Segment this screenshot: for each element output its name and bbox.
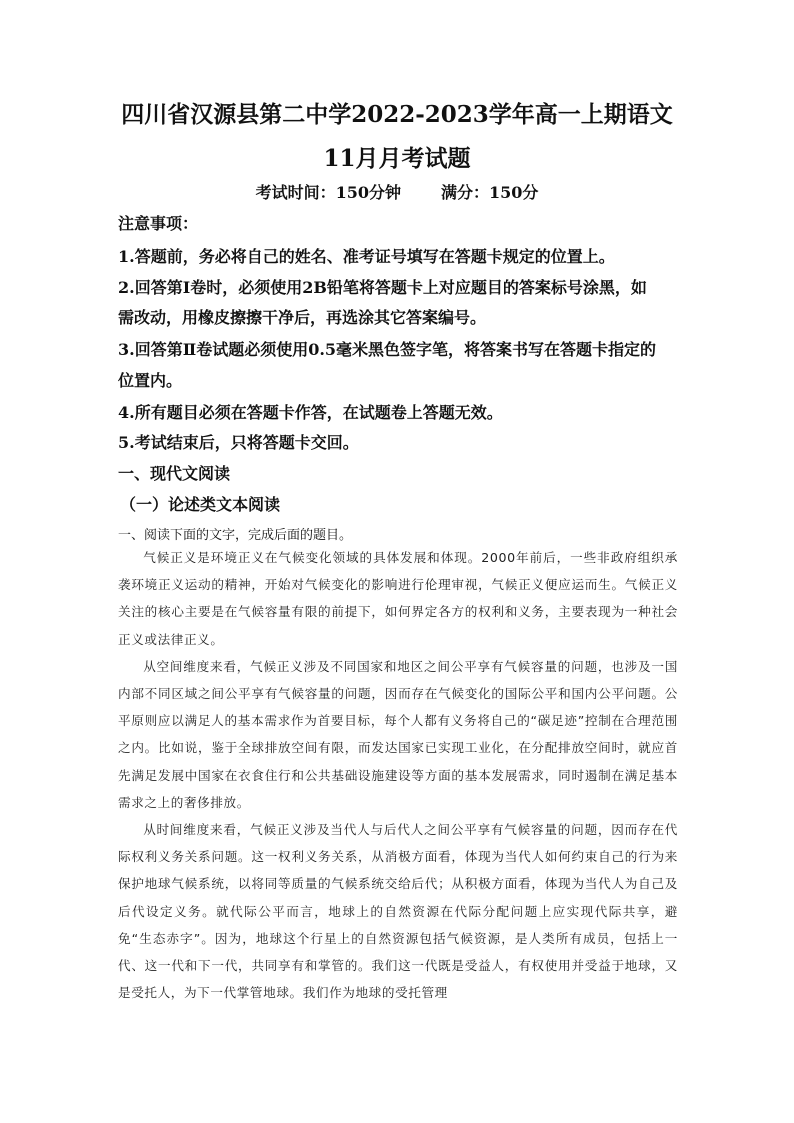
passage-paragraph: 从时间维度来看，气候正义涉及当代人与后代人之间公平享有气候容量的问题，因而存在代际权利义务关系问题。这一权利义务关系，从消极方面看，体现为当代人如何约束自己的行为来保护地球气候系统，以将同等质量的气候系统交给后代；从积极方面看，体现为当代人为自己及后代设定义务。就代际公平而言，地球上的自然资源在代际分配问题上应实现代际共享，避免“生态赤字”。因为，地球这个行星上的自然资源包括气候资源，是人类所有成员，包括上一代、这一代和下一代，共同享有和掌管的。我们这一代既是受益人，有权使用并受益于地球，又是受托人，为下一代掌管地球。我们作为地球的受托管理 <box>118 822 678 1001</box>
subsection-heading: （一）论述类文本阅读 <box>120 495 281 514</box>
passage-paragraph: 气候正义是环境正义在气候变化领域的具体发展和体现。2000年前后，一些非政府组织承袭环境正义运动的精神，开始对气候变化的影响进行伦理审视，气候正义便应运而生。气候正义关注的核心主要是在气候容量有限的前提下，如何界定各方的权利和义务，主要表现为一种社会正义或法律正义。 <box>118 550 678 647</box>
note-item-3-line-2: 位置内。 <box>118 371 183 390</box>
reading-instruction: 一、阅读下面的文字，完成后面的题目。 <box>118 528 353 543</box>
note-item-4: 4.所有题目必须在答题卡作答，在试题卷上答题无效。 <box>118 403 503 422</box>
passage <box>118 544 678 1006</box>
note-item-3-line-1: 3.回答第Ⅱ卷试题必须使用0.5毫米黑色签字笔，将答案书写在答题卡指定的 <box>118 340 657 359</box>
page-subtitle: 11月月考试题 <box>323 145 471 172</box>
notes-heading: 注意事项： <box>118 214 199 233</box>
exam-meta <box>0 180 794 203</box>
full-score: 满分：150分 <box>441 183 539 202</box>
exam-time: 考试时间：150分钟 <box>255 183 401 202</box>
note-item-5: 5.考试结束后，只将答题卡交回。 <box>118 433 359 452</box>
page-title: 四川省汉源县第二中学2022-2023学年高一上期语文 <box>121 101 673 128</box>
note-item-2-line-1: 2.回答第Ⅰ卷时，必须使用2B铅笔将答题卡上对应题目的答案标号涂黑，如 <box>118 278 647 297</box>
note-item-2-line-2: 需改动，用橡皮擦擦干净后，再选涂其它答案编号。 <box>118 308 487 327</box>
section-heading: 一、现代文阅读 <box>118 464 231 483</box>
note-item-1: 1.答题前，务必将自己的姓名、准考证号填写在答题卡规定的位置上。 <box>118 247 615 266</box>
passage-paragraph: 从空间维度来看，气候正义涉及不同国家和地区之间公平享有气候容量的问题，也涉及一国内部不同区域之间公平享有气候容量的问题，因而存在气候变化的国际公平和国内公平问题。公平原则应以满足人的基本需求作为首要目标，每个人都有义务将自己的“碳足迹”控制在合理范围之内。比如说，鉴于全球排放空间有限，而发达国家已实现工业化，在分配排放空间时，就应首先满足发展中国家在衣食住行和公共基础设施建设等方面的基本发展需求，同时遏制在满足基本需求之上的奢侈排放。 <box>118 658 678 810</box>
